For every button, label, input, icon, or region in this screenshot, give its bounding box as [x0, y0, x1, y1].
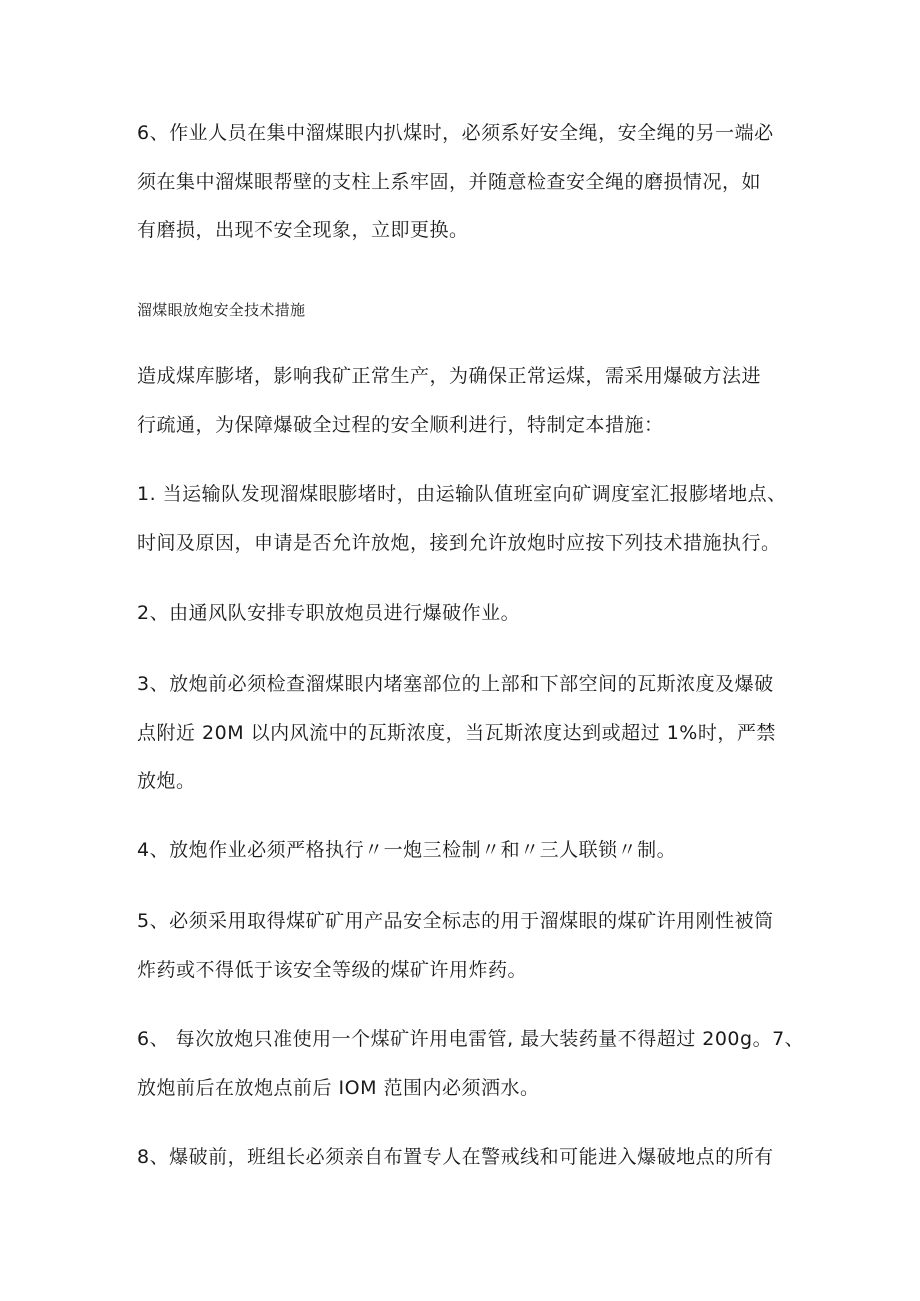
text-line: 造成煤库膨堵，影响我矿正常生产，为确保正常运煤，需采用爆破方法进: [137, 365, 762, 387]
paragraph-item-1: [137, 470, 797, 567]
text-line: 放炮。: [137, 770, 196, 792]
text-line: 须在集中溜煤眼帮壁的支柱上系牢固，并随意检查安全绳的磨损情况，如: [137, 170, 762, 193]
text-line: 4、放炮作业必须严格执行〃一炮三检制〃和〃三人联锁〃制。: [137, 839, 677, 861]
text-line: 5、必须采用取得煤矿矿用产品安全标志的用于溜煤眼的煤矿许用刚性被筒: [137, 910, 774, 932]
text-line: 3、放炮前必须检查溜煤眼内堵塞部位的上部和下部空间的瓦斯浓度及爆破: [137, 673, 774, 695]
paragraph-item-5: [137, 897, 797, 994]
text-line: 放炮前后在放炮点前后 IOM 范围内必须洒水。: [137, 1076, 540, 1099]
text-line: 2、由通风队安排专职放炮员进行爆破作业。: [137, 602, 521, 624]
text-line: 时间及原因，申请是否允许放炮，接到允许放炮时应按下列技术措施执行。: [137, 531, 781, 554]
text-line: 6、 每次放炮只准使用一个煤矿许用电雷管, 最大装药量不得超过 200g。7、: [137, 1028, 805, 1050]
text-line: 8、爆破前，班组长必须亲自布置专人在警戒线和可能进入爆破地点的所有: [137, 1146, 774, 1168]
paragraph-item-6-rope: [137, 109, 797, 255]
paragraph-item-6-7: [137, 1015, 805, 1112]
text-line: 6、作业人员在集中溜煤眼内扒煤时，必须系好安全绳，安全绳的另一端必: [137, 122, 774, 144]
text-line: 有磨损，出现不安全现象，立即更换。: [137, 219, 469, 241]
paragraph-preamble: [137, 352, 797, 449]
paragraph-item-8: [137, 1133, 797, 1182]
paragraph-item-3: [137, 660, 797, 806]
text-line: 点附近 20M 以内风流中的瓦斯浓度，当瓦斯浓度达到或超过 1%时，严禁: [137, 721, 776, 744]
text-line: 行疏通，为保障爆破全过程的安全顺利进行，特制定本措施：: [137, 413, 664, 436]
text-line: 炸药或不得低于该安全等级的煤矿许用炸药。: [137, 958, 528, 981]
section-title: 溜煤眼放炮安全技术措施: [137, 301, 306, 319]
paragraph-item-4: [137, 826, 797, 875]
text-line: 1. 当运输队发现溜煤眼膨堵时，由运输队值班室向矿调度室汇报膨堵地点、: [137, 483, 787, 505]
paragraph-item-2: [137, 589, 797, 638]
